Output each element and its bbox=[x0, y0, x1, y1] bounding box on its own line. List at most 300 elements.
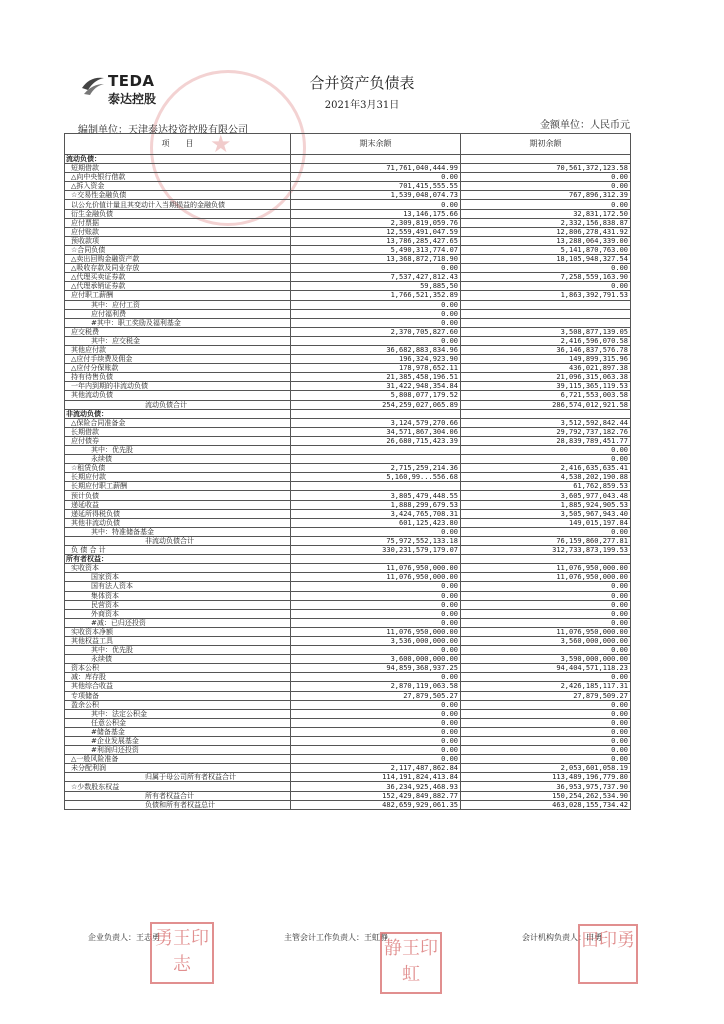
row-item: △拆入资金 bbox=[65, 182, 291, 191]
row-begin-balance: 150,254,262,534.90 bbox=[461, 791, 631, 800]
row-item: 长期借款 bbox=[65, 427, 291, 436]
row-begin-balance: 3,590,000,000.00 bbox=[461, 655, 631, 664]
row-item: 应付票据 bbox=[65, 218, 291, 227]
table-row bbox=[65, 618, 631, 627]
row-begin-balance: 11,076,950,000.00 bbox=[461, 573, 631, 582]
row-begin-balance: 6,721,553,003.58 bbox=[461, 391, 631, 400]
table-row bbox=[65, 355, 631, 364]
row-item: 应交税费 bbox=[65, 327, 291, 336]
row-begin-balance bbox=[461, 155, 631, 164]
row-begin-balance: 76,159,860,277.81 bbox=[461, 536, 631, 545]
stamp-leader: 勇王印志 bbox=[150, 922, 214, 984]
row-begin-balance: 28,839,789,451.77 bbox=[461, 436, 631, 445]
table-row bbox=[65, 364, 631, 373]
table-row bbox=[65, 227, 631, 236]
row-begin-balance: 29,792,737,182.76 bbox=[461, 427, 631, 436]
row-item: #储备基金 bbox=[65, 727, 291, 736]
row-item: 长期应付职工薪酬 bbox=[65, 482, 291, 491]
table-row bbox=[65, 436, 631, 445]
row-end-balance: 26,680,715,423.39 bbox=[291, 436, 461, 445]
table-row bbox=[65, 500, 631, 509]
table-row bbox=[65, 555, 631, 564]
row-begin-balance: 0.00 bbox=[461, 446, 631, 455]
signature-leader: 企业负责人：王志勇 bbox=[88, 933, 160, 942]
row-begin-balance: 436,021,897.38 bbox=[461, 364, 631, 373]
row-begin-balance: 39,115,365,119.53 bbox=[461, 382, 631, 391]
row-begin-balance: 3,505,967,943.40 bbox=[461, 509, 631, 518]
table-row bbox=[65, 546, 631, 555]
row-item: 其他权益工具 bbox=[65, 636, 291, 645]
row-begin-balance: 3,508,877,139.05 bbox=[461, 327, 631, 336]
row-item: #其中：职工奖励及福利基金 bbox=[65, 318, 291, 327]
row-end-balance bbox=[291, 155, 461, 164]
row-end-balance: 94,859,368,937.25 bbox=[291, 664, 461, 673]
row-begin-balance: 149,015,197.84 bbox=[461, 518, 631, 527]
row-end-balance: 71,761,040,444.99 bbox=[291, 164, 461, 173]
table-row bbox=[65, 200, 631, 209]
row-item: 任意公积金 bbox=[65, 718, 291, 727]
table-row bbox=[65, 673, 631, 682]
table-row bbox=[65, 700, 631, 709]
row-item: 其中：应付工资 bbox=[65, 300, 291, 309]
table-row bbox=[65, 391, 631, 400]
row-item: △代理买卖证券款 bbox=[65, 273, 291, 282]
row-end-balance: 3,124,579,270.66 bbox=[291, 418, 461, 427]
row-item: △应付手续费及佣金 bbox=[65, 355, 291, 364]
row-begin-balance: 5,141,870,763.00 bbox=[461, 245, 631, 254]
row-item: 所有者权益： bbox=[65, 555, 291, 564]
row-begin-balance: 0.00 bbox=[461, 264, 631, 273]
row-item: 递延所得税负债 bbox=[65, 509, 291, 518]
row-end-balance: 5,160,99...556.68 bbox=[291, 473, 461, 482]
row-item: 应付账款 bbox=[65, 227, 291, 236]
row-begin-balance: 36,146,837,576.78 bbox=[461, 345, 631, 354]
table-row bbox=[65, 718, 631, 727]
row-end-balance: 0.00 bbox=[291, 200, 461, 209]
row-item: 资本公积 bbox=[65, 664, 291, 673]
table-row bbox=[65, 691, 631, 700]
row-end-balance: 13,368,872,718.90 bbox=[291, 255, 461, 264]
row-item: #减：已归还投资 bbox=[65, 618, 291, 627]
row-end-balance: 34,571,867,304.06 bbox=[291, 427, 461, 436]
row-item: 负 债 合 计 bbox=[65, 546, 291, 555]
table-row bbox=[65, 727, 631, 736]
row-end-balance: 0.00 bbox=[291, 300, 461, 309]
row-end-balance: 0.00 bbox=[291, 646, 461, 655]
row-end-balance: 0.00 bbox=[291, 709, 461, 718]
header-end-balance: 期末余额 bbox=[291, 134, 461, 155]
table-row bbox=[65, 491, 631, 500]
row-begin-balance: 32,831,172.50 bbox=[461, 209, 631, 218]
stamp-dept: 田印勇 bbox=[578, 924, 638, 984]
row-item: 衍生金融负债 bbox=[65, 209, 291, 218]
row-begin-balance: 0.00 bbox=[461, 182, 631, 191]
row-item: ☆交易性金融负债 bbox=[65, 191, 291, 200]
table-row bbox=[65, 336, 631, 345]
row-item: 流动负债： bbox=[65, 155, 291, 164]
row-end-balance: 2,309,819,059.76 bbox=[291, 218, 461, 227]
row-end-balance: 2,870,119,063.58 bbox=[291, 682, 461, 691]
row-begin-balance: 70,561,372,123.58 bbox=[461, 164, 631, 173]
row-end-balance: 75,972,552,133.18 bbox=[291, 536, 461, 545]
row-end-balance: 0.00 bbox=[291, 700, 461, 709]
table-row bbox=[65, 309, 631, 318]
row-item: △吸收存款及同业存放 bbox=[65, 264, 291, 273]
row-begin-balance: 0.00 bbox=[461, 455, 631, 464]
row-begin-balance: 2,416,635,635.41 bbox=[461, 464, 631, 473]
row-begin-balance: 21,096,315,063.38 bbox=[461, 373, 631, 382]
row-begin-balance: 3,512,592,842.44 bbox=[461, 418, 631, 427]
table-row bbox=[65, 655, 631, 664]
row-end-balance bbox=[291, 455, 461, 464]
row-begin-balance: 0.00 bbox=[461, 582, 631, 591]
stamp-accounting: 静王印虹 bbox=[380, 932, 442, 994]
row-end-balance bbox=[291, 482, 461, 491]
row-item: 非流动负债： bbox=[65, 409, 291, 418]
row-end-balance: 59,885,50 bbox=[291, 282, 461, 291]
row-begin-balance: 0.00 bbox=[461, 718, 631, 727]
row-item: 国家资本 bbox=[65, 573, 291, 582]
table-header-row bbox=[65, 134, 631, 155]
table-row bbox=[65, 318, 631, 327]
row-begin-balance: 1,863,392,791.53 bbox=[461, 291, 631, 300]
table-row bbox=[65, 209, 631, 218]
row-end-balance: 36,234,925,468.93 bbox=[291, 782, 461, 791]
table-row bbox=[65, 446, 631, 455]
row-item: 其他应付款 bbox=[65, 345, 291, 354]
row-end-balance: 31,422,948,354.84 bbox=[291, 382, 461, 391]
row-end-balance: 12,559,491,047.59 bbox=[291, 227, 461, 236]
row-begin-balance: 0.00 bbox=[461, 709, 631, 718]
seal-star-icon: ★ bbox=[210, 130, 232, 158]
row-item: 预计负债 bbox=[65, 491, 291, 500]
row-begin-balance bbox=[461, 555, 631, 564]
row-item: 递延收益 bbox=[65, 500, 291, 509]
row-item: 持有待售负债 bbox=[65, 373, 291, 382]
row-item: 负债和所有者权益总计 bbox=[65, 800, 291, 809]
row-end-balance: 36,682,883,834.96 bbox=[291, 345, 461, 354]
row-item: 所有者权益合计 bbox=[65, 791, 291, 800]
row-begin-balance: 0.00 bbox=[461, 746, 631, 755]
table-row bbox=[65, 473, 631, 482]
table-row bbox=[65, 282, 631, 291]
row-end-balance: 11,076,950,000.00 bbox=[291, 564, 461, 573]
table-row bbox=[65, 182, 631, 191]
row-item: ☆合同负债 bbox=[65, 245, 291, 254]
row-end-balance: 0.00 bbox=[291, 309, 461, 318]
report-date: 2021年3月31日 bbox=[324, 100, 400, 111]
row-begin-balance: 0.00 bbox=[461, 673, 631, 682]
row-item: #企业发展基金 bbox=[65, 737, 291, 746]
table-row bbox=[65, 264, 631, 273]
row-item: 应付债券 bbox=[65, 436, 291, 445]
row-end-balance: 0.00 bbox=[291, 318, 461, 327]
signature-accounting: 主管会计工作负责人：王虹静 bbox=[284, 933, 388, 942]
row-end-balance: 0.00 bbox=[291, 582, 461, 591]
table-row bbox=[65, 418, 631, 427]
company-name: 编制单位：天津泰达投资控股有限公司 bbox=[78, 125, 248, 136]
row-begin-balance: 2,426,185,117.31 bbox=[461, 682, 631, 691]
row-item: 其中：应交税金 bbox=[65, 336, 291, 345]
table-row bbox=[65, 782, 631, 791]
row-item: 以公允价值计量且其变动计入当期损益的金融负债 bbox=[65, 200, 291, 209]
row-item: △一般风险准备 bbox=[65, 755, 291, 764]
table-row bbox=[65, 373, 631, 382]
row-item: △代理承销证券款 bbox=[65, 282, 291, 291]
row-end-balance: 0.00 bbox=[291, 746, 461, 755]
row-item: ☆租赁负债 bbox=[65, 464, 291, 473]
row-end-balance: 482,659,929,061.35 bbox=[291, 800, 461, 809]
row-end-balance bbox=[291, 555, 461, 564]
row-item: 国有法人资本 bbox=[65, 582, 291, 591]
row-end-balance: 2,715,259,214.36 bbox=[291, 464, 461, 473]
row-begin-balance: 463,028,155,734.42 bbox=[461, 800, 631, 809]
row-begin-balance: 12,806,278,431.92 bbox=[461, 227, 631, 236]
row-item: 一年内到期的非流动负债 bbox=[65, 382, 291, 391]
row-end-balance: 21,385,458,196.51 bbox=[291, 373, 461, 382]
row-item: 归属于母公司所有者权益合计 bbox=[65, 773, 291, 782]
table-row bbox=[65, 746, 631, 755]
row-end-balance: 0.00 bbox=[291, 673, 461, 682]
row-begin-balance: 27,879,509.27 bbox=[461, 691, 631, 700]
row-end-balance: 701,415,555.55 bbox=[291, 182, 461, 191]
row-item: 专项储备 bbox=[65, 691, 291, 700]
row-end-balance: 1,766,521,352.89 bbox=[291, 291, 461, 300]
row-item: 其他非流动负债 bbox=[65, 518, 291, 527]
row-begin-balance: 113,489,196,779.80 bbox=[461, 773, 631, 782]
row-end-balance: 2,370,705,827.60 bbox=[291, 327, 461, 336]
row-begin-balance: 0.00 bbox=[461, 755, 631, 764]
table-row bbox=[65, 627, 631, 636]
signature-dept: 会计机构负责人：田勇 bbox=[522, 933, 602, 942]
table-row bbox=[65, 591, 631, 600]
row-begin-balance: 767,896,312.39 bbox=[461, 191, 631, 200]
row-item: △向中央银行借款 bbox=[65, 173, 291, 182]
table-row bbox=[65, 518, 631, 527]
row-begin-balance: 0.00 bbox=[461, 609, 631, 618]
header-begin-balance: 期初余额 bbox=[461, 134, 631, 155]
table-row bbox=[65, 164, 631, 173]
row-end-balance: 114,191,824,413.84 bbox=[291, 773, 461, 782]
row-begin-balance: 0.00 bbox=[461, 600, 631, 609]
row-end-balance: 0.00 bbox=[291, 618, 461, 627]
row-begin-balance: 0.00 bbox=[461, 618, 631, 627]
document-title: 合并资产负债表 bbox=[309, 74, 415, 92]
row-begin-balance: 11,076,950,000.00 bbox=[461, 627, 631, 636]
table-row bbox=[65, 327, 631, 336]
row-begin-balance: 0.00 bbox=[461, 737, 631, 746]
row-end-balance: 3,536,000,000.00 bbox=[291, 636, 461, 645]
row-end-balance: 5,490,313,774.07 bbox=[291, 245, 461, 254]
table-row bbox=[65, 236, 631, 245]
row-begin-balance: 0.00 bbox=[461, 727, 631, 736]
table-row bbox=[65, 755, 631, 764]
row-end-balance: 601,125,423.80 bbox=[291, 518, 461, 527]
row-begin-balance: 0.00 bbox=[461, 200, 631, 209]
row-begin-balance: 18,105,948,327.54 bbox=[461, 255, 631, 264]
row-item: 实收资本净额 bbox=[65, 627, 291, 636]
row-begin-balance: 286,574,012,921.58 bbox=[461, 400, 631, 409]
table-row bbox=[65, 509, 631, 518]
table-row bbox=[65, 573, 631, 582]
currency-unit: 金额单位：人民币元 bbox=[540, 120, 630, 131]
row-item: 外商资本 bbox=[65, 609, 291, 618]
row-item: 预收款项 bbox=[65, 236, 291, 245]
row-end-balance: 196,324,923.90 bbox=[291, 355, 461, 364]
row-item: △卖出回购金融资产款 bbox=[65, 255, 291, 264]
table-row bbox=[65, 764, 631, 773]
table-row bbox=[65, 273, 631, 282]
row-item: 流动负债合计 bbox=[65, 400, 291, 409]
table-row bbox=[65, 646, 631, 655]
table-row bbox=[65, 536, 631, 545]
row-begin-balance: 1,885,924,905.53 bbox=[461, 500, 631, 509]
row-end-balance: 11,076,950,000.00 bbox=[291, 627, 461, 636]
table-row bbox=[65, 255, 631, 264]
row-end-balance: 0.00 bbox=[291, 609, 461, 618]
table-row bbox=[65, 245, 631, 254]
logo-text-en: TEDA bbox=[108, 72, 155, 90]
row-item: #利润归还投资 bbox=[65, 746, 291, 755]
row-begin-balance: 0.00 bbox=[461, 173, 631, 182]
row-end-balance: 330,231,579,179.07 bbox=[291, 546, 461, 555]
table-row bbox=[65, 218, 631, 227]
row-end-balance: 0.00 bbox=[291, 591, 461, 600]
table-row bbox=[65, 800, 631, 809]
table-row bbox=[65, 773, 631, 782]
row-end-balance: 27,879,505.27 bbox=[291, 691, 461, 700]
row-item: 集体资本 bbox=[65, 591, 291, 600]
table-row bbox=[65, 737, 631, 746]
row-begin-balance bbox=[461, 309, 631, 318]
table-row bbox=[65, 709, 631, 718]
row-begin-balance: 0.00 bbox=[461, 591, 631, 600]
row-begin-balance: 0.00 bbox=[461, 700, 631, 709]
table-row bbox=[65, 291, 631, 300]
row-begin-balance: 4,538,202,190.88 bbox=[461, 473, 631, 482]
row-begin-balance: 2,053,601,058.19 bbox=[461, 764, 631, 773]
table-row bbox=[65, 664, 631, 673]
row-end-balance: 1,539,048,074.73 bbox=[291, 191, 461, 200]
row-begin-balance: 3,605,977,043.48 bbox=[461, 491, 631, 500]
header-item: 项 目 bbox=[65, 134, 291, 155]
row-begin-balance: 312,733,873,199.53 bbox=[461, 546, 631, 555]
row-end-balance: 0.00 bbox=[291, 600, 461, 609]
table-row bbox=[65, 609, 631, 618]
row-item: 其他流动负债 bbox=[65, 391, 291, 400]
row-item: 非流动负债合计 bbox=[65, 536, 291, 545]
table-row bbox=[65, 400, 631, 409]
row-item: 实收资本 bbox=[65, 564, 291, 573]
row-item: 其中：法定公积金 bbox=[65, 709, 291, 718]
table-row bbox=[65, 300, 631, 309]
table-row bbox=[65, 345, 631, 354]
table-row bbox=[65, 155, 631, 164]
row-end-balance: 3,424,765,708.31 bbox=[291, 509, 461, 518]
row-begin-balance: 13,288,064,339.00 bbox=[461, 236, 631, 245]
row-item: 其中：特准储备基金 bbox=[65, 527, 291, 536]
row-item: 长期应付款 bbox=[65, 473, 291, 482]
row-begin-balance: 2,416,596,070.58 bbox=[461, 336, 631, 345]
row-end-balance bbox=[291, 446, 461, 455]
row-begin-balance: 7,258,559,163.90 bbox=[461, 273, 631, 282]
table-row bbox=[65, 455, 631, 464]
table-row bbox=[65, 791, 631, 800]
row-end-balance: 0.00 bbox=[291, 755, 461, 764]
row-end-balance: 0.00 bbox=[291, 264, 461, 273]
row-end-balance: 3,805,479,448.55 bbox=[291, 491, 461, 500]
table-row bbox=[65, 191, 631, 200]
table-row bbox=[65, 173, 631, 182]
row-begin-balance: 149,899,315.96 bbox=[461, 355, 631, 364]
table-row bbox=[65, 427, 631, 436]
row-end-balance: 254,259,027,065.89 bbox=[291, 400, 461, 409]
row-end-balance: 152,429,849,882.77 bbox=[291, 791, 461, 800]
row-begin-balance: 0.00 bbox=[461, 527, 631, 536]
table-row bbox=[65, 582, 631, 591]
row-begin-balance bbox=[461, 300, 631, 309]
balance-sheet-table bbox=[64, 133, 631, 810]
row-item: △应付分保账款 bbox=[65, 364, 291, 373]
row-begin-balance: 36,953,975,737.90 bbox=[461, 782, 631, 791]
table-row bbox=[65, 482, 631, 491]
row-begin-balance bbox=[461, 409, 631, 418]
row-item: 其中：优先股 bbox=[65, 646, 291, 655]
table-row bbox=[65, 409, 631, 418]
row-end-balance: 0.00 bbox=[291, 527, 461, 536]
table-row bbox=[65, 464, 631, 473]
row-end-balance: 0.00 bbox=[291, 737, 461, 746]
row-begin-balance: 2,332,156,838.87 bbox=[461, 218, 631, 227]
row-item: 减：库存股 bbox=[65, 673, 291, 682]
row-end-balance: 13,786,285,427.65 bbox=[291, 236, 461, 245]
table-row bbox=[65, 527, 631, 536]
row-begin-balance: 11,076,950,000.00 bbox=[461, 564, 631, 573]
row-item: 永续债 bbox=[65, 455, 291, 464]
row-item: 盈余公积 bbox=[65, 700, 291, 709]
row-begin-balance: 61,762,859.53 bbox=[461, 482, 631, 491]
row-item: △保险合同准备金 bbox=[65, 418, 291, 427]
table-row bbox=[65, 636, 631, 645]
row-begin-balance: 0.00 bbox=[461, 282, 631, 291]
row-item: 应付福利费 bbox=[65, 309, 291, 318]
row-end-balance: 2,117,487,862.84 bbox=[291, 764, 461, 773]
row-item: 其中：优先股 bbox=[65, 446, 291, 455]
row-item: ☆少数股东权益 bbox=[65, 782, 291, 791]
row-item: 未分配利润 bbox=[65, 764, 291, 773]
row-begin-balance: 3,560,000,000.00 bbox=[461, 636, 631, 645]
row-end-balance: 11,076,950,000.00 bbox=[291, 573, 461, 582]
row-begin-balance bbox=[461, 318, 631, 327]
row-item: 其他综合收益 bbox=[65, 682, 291, 691]
table-row bbox=[65, 600, 631, 609]
row-end-balance: 0.00 bbox=[291, 173, 461, 182]
row-item: 应付职工薪酬 bbox=[65, 291, 291, 300]
row-end-balance: 0.00 bbox=[291, 336, 461, 345]
row-end-balance: 13,146,175.66 bbox=[291, 209, 461, 218]
row-end-balance bbox=[291, 409, 461, 418]
row-end-balance: 0.00 bbox=[291, 718, 461, 727]
row-item: 短期借款 bbox=[65, 164, 291, 173]
row-begin-balance: 0.00 bbox=[461, 646, 631, 655]
row-item: 永续债 bbox=[65, 655, 291, 664]
table-row bbox=[65, 564, 631, 573]
row-end-balance: 7,537,427,812.43 bbox=[291, 273, 461, 282]
row-begin-balance: 94,404,571,118.23 bbox=[461, 664, 631, 673]
row-end-balance: 1,888,299,679.53 bbox=[291, 500, 461, 509]
row-end-balance: 178,978,652.11 bbox=[291, 364, 461, 373]
row-end-balance: 0.00 bbox=[291, 727, 461, 736]
